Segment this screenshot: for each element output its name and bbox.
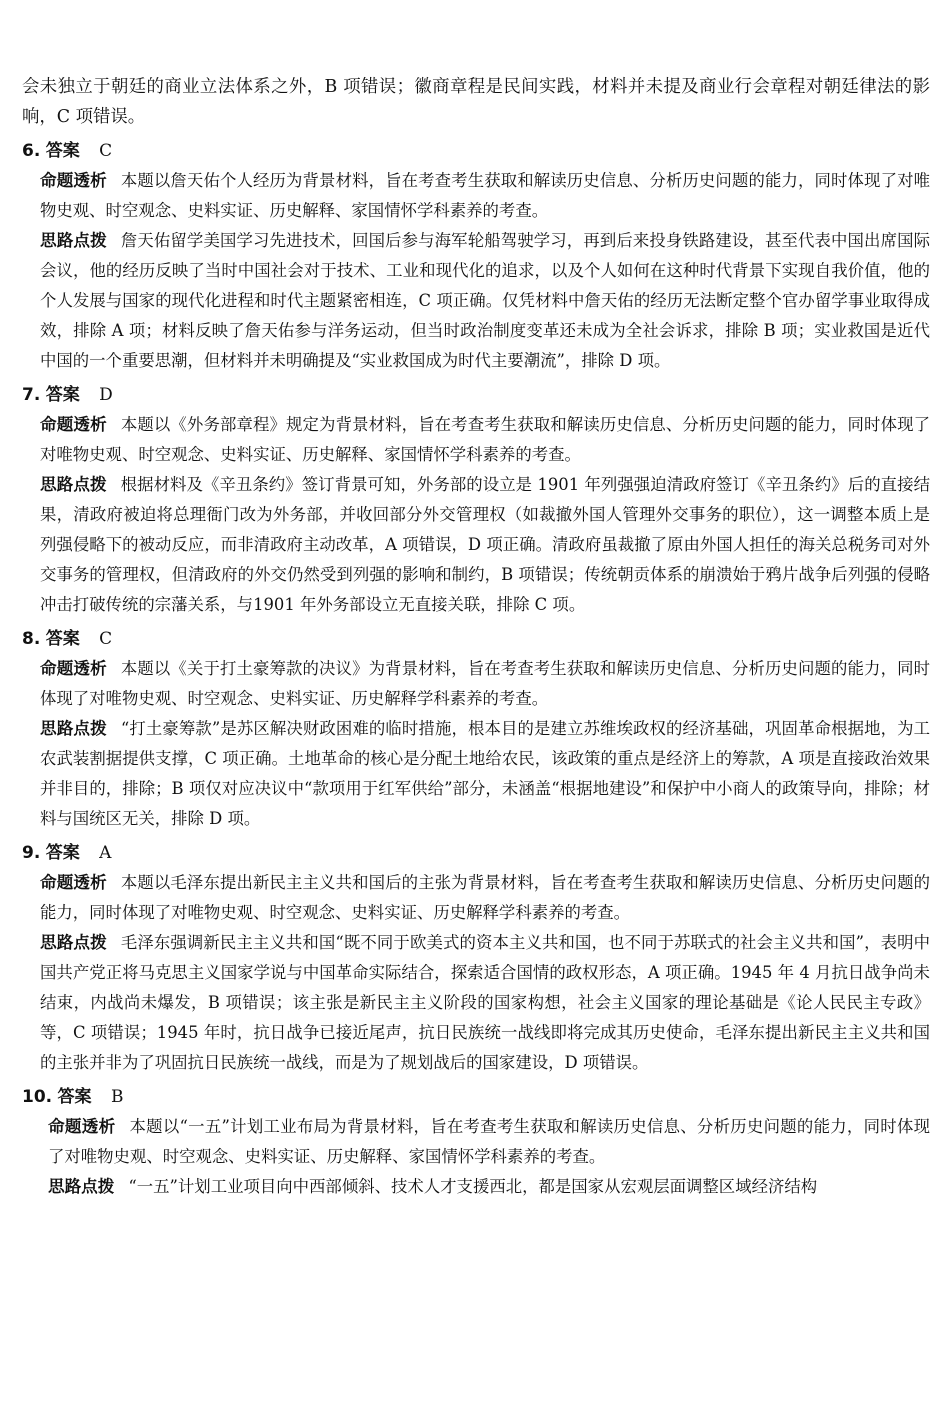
analysis-label: 思路点拨 (40, 719, 107, 738)
question-8 (22, 624, 930, 834)
analysis-section (22, 470, 930, 620)
intent-label: 命题透析 (48, 1117, 116, 1136)
question-7 (22, 380, 930, 620)
intent-text: 本题以毛泽东提出新民主主义共和国后的主张为背景材料，旨在考查考生获取和解读历史信息、分析历史问题的能力，同时体现了对唯物史观、时空观念、史料实证、历史解释学科素养的考查。 (40, 873, 930, 922)
intent-label: 命题透析 (40, 873, 107, 892)
analysis-text: 根据材料及《辛丑条约》签订背景可知，外务部的设立是 1901 年列强强迫清政府签订《辛丑条约》后的直接结果，清政府被迫将总理衙门改为外务部，并收回部分外交管理权（如裁撤外国人管理外交事务的职位），这一调整本质上是列强侵略下的被动反应，而非清政府主动改革，A 项错误，D 项正确。清政府虽裁撤了原由外国人担任的海关总税务司对外交事务的管理权，但清政府的外交仍然受到列强的影响和制约，B 项错误；传统朝贡体系的崩溃始于鸦片战争后列强的侵略冲击打破传统的宗藩关系，与1901 年外务部设立无直接关联，排除 C 项。 (40, 475, 930, 614)
answer-key-page (22, 72, 930, 1206)
analysis-text: 毛泽东强调新民主主义共和国“既不同于欧美式的资本主义共和国，也不同于苏联式的社会主义共和国”，表明中国共产党正将马克思主义国家学说与中国革命实际结合，探索适合国情的政权形态，A 项正确。1945 年 4 月抗日战争尚未结束，内战尚未爆发，B 项错误；该主张是新民主主义阶段的国家构想，社会主义国家的理论基础是《论人民民主专政》等，C 项错误；1945 年时，抗日战争已接近尾声，抗日民族统一战线即将完成其历史使命，毛泽东提出新民主主义共和国的主张并非为了巩固抗日民族统一战线，而是为了规划战后的国家建设，D 项错误。 (40, 933, 930, 1072)
question-header (22, 838, 930, 868)
answer-value: C (99, 629, 113, 649)
question-9 (22, 838, 930, 1078)
question-header (22, 624, 930, 654)
answer-label: 答案 (45, 385, 80, 405)
intent-label: 命题透析 (40, 659, 107, 678)
intent-label: 命题透析 (40, 415, 107, 434)
answer-value: B (110, 1087, 124, 1107)
intent-text: 本题以《外务部章程》规定为背景材料，旨在考查考生获取和解读历史信息、分析历史问题的能力，同时体现了对唯物史观、时空观念、史料实证、历史解释、家国情怀学科素养的考查。 (40, 415, 930, 464)
intent-text: 本题以“一五”计划工业布局为背景材料，旨在考查考生获取和解读历史信息、分析历史问题的能力，同时体现了对唯物史观、时空观念、史料实证、历史解释、家国情怀学科素养的考查。 (48, 1117, 930, 1166)
intent-label: 命题透析 (40, 171, 107, 190)
intent-section (22, 166, 930, 226)
intent-text: 本题以詹天佑个人经历为背景材料，旨在考查考生获取和解读历史信息、分析历史问题的能力，同时体现了对唯物史观、时空观念、史料实证、历史解释、家国情怀学科素养的考查。 (40, 171, 930, 220)
answer-label: 答案 (57, 1087, 92, 1107)
question-number: 9. (22, 843, 41, 863)
question-6 (22, 136, 930, 376)
analysis-text: “打土豪筹款”是苏区解决财政困难的临时措施，根本目的是建立苏维埃政权的经济基础，巩固革命根据地，为工农武装割据提供支撑，C 项正确。土地革命的核心是分配土地给农民，该政策的重点是经济上的筹款，A 项是直接政治效果并非目的，排除；B 项仅对应决议中“款项用于红军供给”部分，未涵盖“根据地建设”和保护中小商人的政策导向，排除；材料与国统区无关，排除 D 项。 (40, 719, 930, 828)
analysis-text: “一五”计划工业项目向中西部倾斜、技术人才支援西北，都是国家从宏观层面调整区域经济结构 (128, 1177, 818, 1196)
answer-label: 答案 (45, 629, 80, 649)
analysis-section (22, 928, 930, 1078)
question-header (22, 1082, 930, 1112)
intent-text: 本题以《关于打土豪筹款的决议》为背景材料，旨在考查考生获取和解读历史信息、分析历史问题的能力，同时体现了对唯物史观、时空观念、史料实证、历史解释学科素养的考查。 (40, 659, 930, 708)
answer-value: C (99, 141, 113, 161)
question-number: 7. (22, 385, 41, 405)
analysis-label: 思路点拨 (48, 1177, 115, 1196)
analysis-section (22, 226, 930, 376)
answer-label: 答案 (45, 843, 80, 863)
answer-value: D (99, 385, 113, 405)
question-header (22, 380, 930, 410)
analysis-label: 思路点拨 (40, 231, 107, 250)
intent-section (22, 868, 930, 928)
intent-section (22, 1112, 930, 1172)
question-number: 6. (22, 141, 41, 161)
analysis-section (22, 1172, 930, 1202)
question-number: 8. (22, 629, 41, 649)
question-10 (22, 1082, 930, 1202)
question-number: 10. (22, 1087, 53, 1107)
intent-section (22, 410, 930, 470)
analysis-text: 詹天佑留学美国学习先进技术，回国后参与海军轮船驾驶学习，再到后来投身铁路建设，甚至代表中国出席国际会议，他的经历反映了当时中国社会对于技术、工业和现代化的追求，以及个人如何在这种时代背景下实现自我价值，他的个人发展与国家的现代化进程和时代主题紧密相连，C 项正确。仅凭材料中詹天佑的经历无法断定整个官办留学事业取得成效，排除 A 项；材料反映了詹天佑参与洋务运动，但当时政治制度变革还未成为全社会诉求，排除 B 项；实业救国是近代中国的一个重要思潮，但材料并未明确提及“实业救国成为时代主要潮流”，排除 D 项。 (40, 231, 930, 370)
analysis-label: 思路点拨 (40, 475, 107, 494)
answer-value: A (99, 843, 112, 863)
analysis-section (22, 714, 930, 834)
intro-paragraph: 会未独立于朝廷的商业立法体系之外，B 项错误；徽商章程是民间实践，材料并未提及商业行会章程对朝廷律法的影响，C 项错误。 (22, 77, 930, 127)
intent-section (22, 654, 930, 714)
question-header (22, 136, 930, 166)
answer-label: 答案 (45, 141, 80, 161)
analysis-label: 思路点拨 (40, 933, 107, 952)
